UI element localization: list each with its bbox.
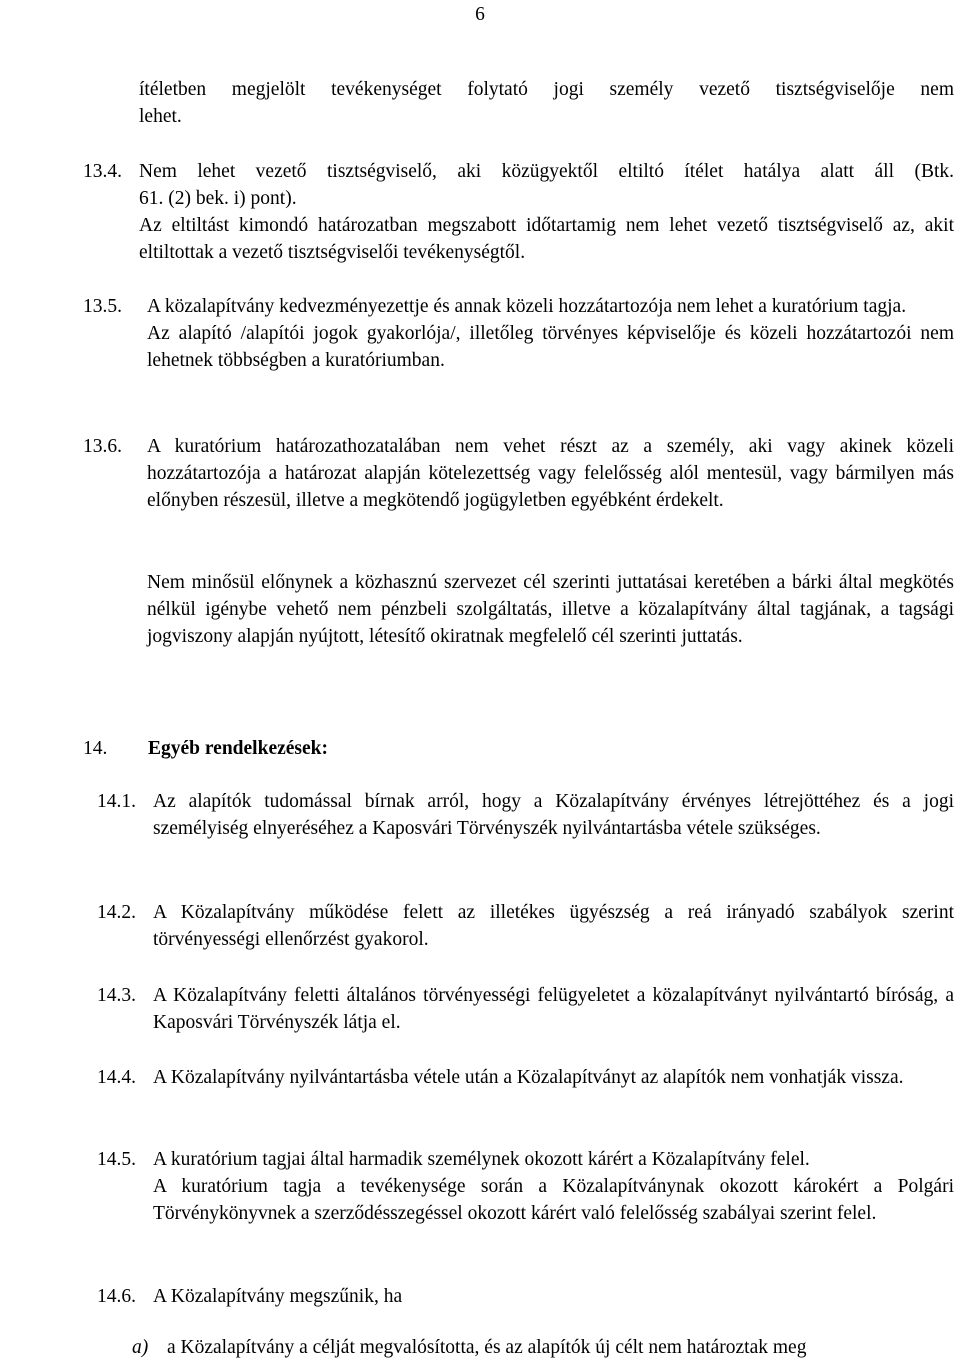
section-13-6-paragraph-1: A kuratórium határozathozatalában nem vehet részt az a személy, aki vagy akinek közeli hozzátartozója a határozat alapján kötelezettség vagy felelősség alól mentesül, vagy bármilyen más előnyben részesül, illetve a megkötendő jogügyletben egyébként érdekelt. <box>147 436 954 511</box>
page-number: 6 <box>475 4 485 25</box>
section-14-3-text: A Közalapítvány feletti általános törvényességi felügyeletet a közalapítványt nyilvántartó bíróság, a Kaposvári Törvényszék látja el. <box>153 985 954 1033</box>
section-13-6-note <box>147 569 954 650</box>
section-14-2-text: A Közalapítvány működése felett az illetékes ügyészség a reá irányadó szabályok szerint törvényességi ellenőrzést gyakorol. <box>153 902 954 950</box>
section-14-4-text: A Közalapítvány nyilvántartásba vétele után a Közalapítványt az alapítók nem vonhatják vissza. <box>153 1067 904 1088</box>
list-item-text: a Közalapítvány a célját megvalósította, és az alapítók új célt nem határoztak meg <box>167 1337 807 1358</box>
list-item-a <box>132 1334 954 1361</box>
section-14-1-text: Az alapítók tudomással bírnak arról, hogy a Közalapítvány érvényes létrejöttéhez és a jogi személyiség elnyeréséhez a Kaposvári Törvényszék nyilvántartásba vétele szükséges. <box>153 791 954 839</box>
section-13-4-paragraph-2: Az eltiltást kimondó határozatban megszabott időtartamig nem lehet vezető tisztségviselő az, akit eltiltottak a vezető tisztségviselői tevékenységtől. <box>139 215 954 263</box>
section-13-5 <box>83 293 954 374</box>
section-14-heading <box>83 735 328 762</box>
section-number: 13.5. <box>83 296 122 317</box>
section-14-3 <box>97 982 954 1036</box>
section-number: 14.1. <box>97 791 136 812</box>
section-13-5-paragraph-2: Az alapító /alapítói jogok gyakorlója/, illetőleg törvényes képviselője és közeli hozzátartozói nem lehetnek többségben a kuratóriumban. <box>147 323 954 371</box>
section-number: 14.4. <box>97 1067 136 1088</box>
section-13-4 <box>83 158 954 185</box>
section-13-5-paragraph-1: A közalapítvány kedvezményezettje és annak közeli hozzátartozója nem lehet a kuratórium tagja. <box>147 296 907 317</box>
section-14-5 <box>97 1146 954 1227</box>
section-13-6 <box>83 433 954 514</box>
section-number: 13.4. <box>83 161 122 182</box>
section-14-6 <box>97 1283 954 1310</box>
section-13-4-cont <box>139 185 954 266</box>
section-number: 14.5. <box>97 1149 136 1170</box>
section-number: 14.3. <box>97 985 136 1006</box>
section-14-6-text: A Közalapítvány megszűnik, ha <box>153 1286 403 1307</box>
section-number: 14.6. <box>97 1286 136 1307</box>
continuation-line-2: lehet. <box>139 106 182 127</box>
section-14-5-paragraph-2: A kuratórium tagja a tevékenysége során a Közalapítványnak okozott károkért a Polgári Törvénykönyvnek a szerződésszegéssel okozott kárért való felelősség szabályai szerint felel. <box>153 1176 954 1224</box>
continuation-text <box>139 76 954 130</box>
section-14-1 <box>97 788 954 842</box>
section-13-6-paragraph-2: Nem minősül előnynek a közhasznú szervezet cél szerinti juttatásai keretében a bárki által megkötés nélkül igénybe vehető nem pénzbeli szolgáltatás, illetve a közalapítvány által tagjának, a tagsági jogviszony alapján nyújtott, létesítő okiratnak megfelelő cél szerinti juttatás. <box>147 572 954 647</box>
continuation-line-1: ítéletben megjelölt tevékenységet folytató jogi személy vezető tisztségviselője nem <box>139 79 954 100</box>
section-13-4-line-2: 61. (2) bek. i) pont). <box>139 188 297 209</box>
section-title: Egyéb rendelkezések: <box>148 738 328 759</box>
section-14-4 <box>97 1064 954 1091</box>
section-14-5-paragraph-1: A kuratórium tagjai által harmadik személynek okozott kárért a Közalapítvány felel. <box>153 1149 810 1170</box>
section-13-4-line-1: Nem lehet vezető tisztségviselő, aki közügyektől eltiltó ítélet hatálya alatt áll (Btk. <box>139 161 954 182</box>
section-number: 13.6. <box>83 436 122 457</box>
list-marker: a) <box>132 1337 149 1358</box>
section-number: 14.2. <box>97 902 136 923</box>
section-number: 14. <box>83 738 108 759</box>
section-14-2 <box>97 899 954 953</box>
